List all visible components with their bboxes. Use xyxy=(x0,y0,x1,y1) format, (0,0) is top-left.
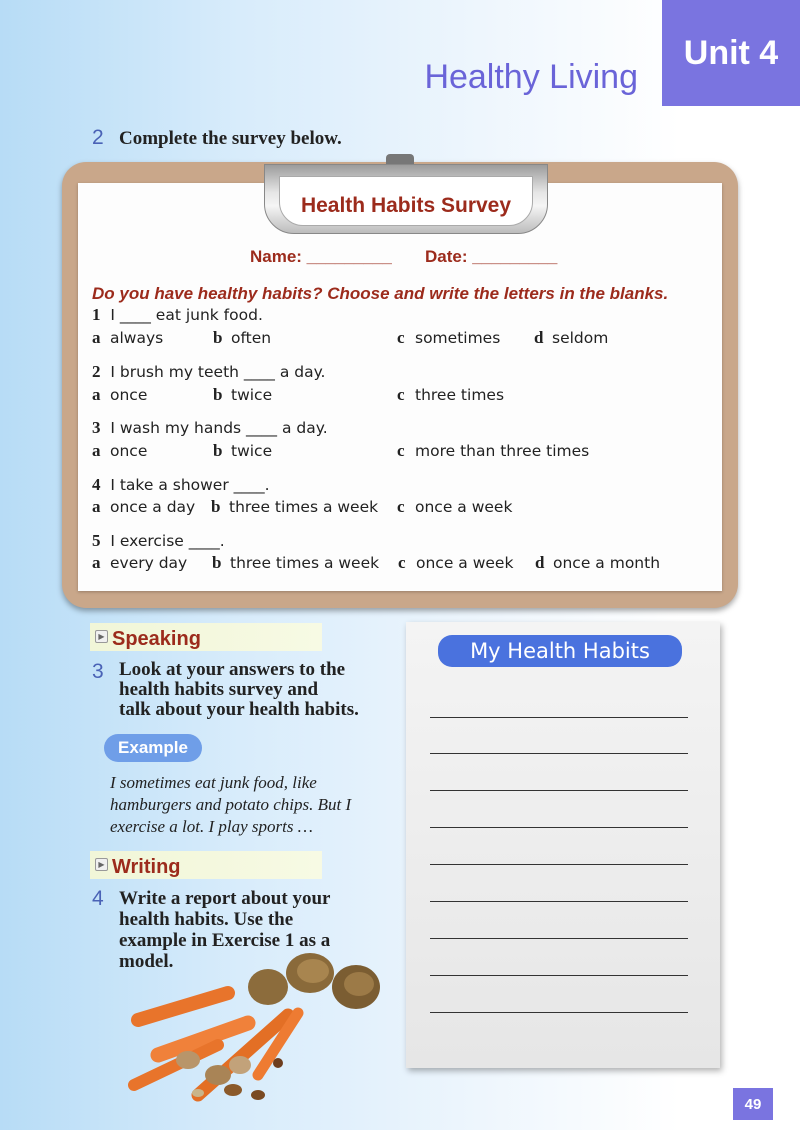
exercise-3-instruction: Look at your answers to the health habits survey and talk about your health habits. xyxy=(119,659,359,720)
option-1d[interactable]: d seldom xyxy=(534,328,609,347)
name-field[interactable]: Name: _________ xyxy=(250,247,392,266)
option-3b[interactable]: b twice xyxy=(213,441,273,460)
option-3c[interactable]: c more than three times xyxy=(397,441,590,460)
notepad-title: My Health Habits xyxy=(438,635,682,667)
option-4b[interactable]: b three times a week xyxy=(211,497,379,516)
question-1 xyxy=(92,305,263,325)
question-number: 1 xyxy=(92,305,101,324)
option-4a[interactable]: a once a day xyxy=(92,497,196,516)
question-number: 4 xyxy=(92,475,101,494)
question-2 xyxy=(92,362,325,382)
question-text[interactable]: I wash my hands ____ a day. xyxy=(110,419,328,437)
food-illustration xyxy=(128,945,400,1105)
option-2c[interactable]: c three times xyxy=(397,385,505,404)
option-1a[interactable]: a always xyxy=(92,328,164,347)
exercise-2-instruction: Complete the survey below. xyxy=(119,128,342,149)
exercise-2-number: 2 xyxy=(92,126,104,149)
example-badge: Example xyxy=(104,734,202,762)
example-text: I sometimes eat junk food, like hamburgers and potato chips. But I exercise a lot. I play sports … xyxy=(110,773,352,836)
question-5 xyxy=(92,531,225,551)
kiwi-icon xyxy=(248,953,380,1009)
question-text[interactable]: I brush my teeth ____ a day. xyxy=(110,363,326,381)
writing-line[interactable] xyxy=(430,901,688,902)
option-1b[interactable]: b often xyxy=(213,328,272,347)
question-text[interactable]: I take a shower ____. xyxy=(110,476,270,494)
survey-instruction: Do you have healthy habits? Choose and write the letters in the blanks. xyxy=(92,284,669,303)
writing-line[interactable] xyxy=(430,1012,688,1013)
writing-line[interactable] xyxy=(430,827,688,828)
exercise-3-number: 3 xyxy=(92,660,104,683)
option-2a[interactable]: a once xyxy=(92,385,148,404)
option-5d[interactable]: d once a month xyxy=(535,553,661,572)
play-bullet-icon: ▶ xyxy=(95,630,108,643)
speaking-heading: Speaking xyxy=(112,628,201,650)
date-field[interactable]: Date: _________ xyxy=(425,247,558,266)
option-2b[interactable]: b twice xyxy=(213,385,273,404)
play-bullet-icon: ▶ xyxy=(95,858,108,871)
notepad xyxy=(406,622,720,1068)
writing-line[interactable] xyxy=(430,975,688,976)
option-3a[interactable]: a once xyxy=(92,441,148,460)
option-5b[interactable]: b three times a week xyxy=(212,553,380,572)
exercise-4-number: 4 xyxy=(92,887,104,910)
writing-line[interactable] xyxy=(430,864,688,865)
question-number: 5 xyxy=(92,531,101,550)
option-5c[interactable]: c once a week xyxy=(398,553,514,572)
writing-line[interactable] xyxy=(430,717,688,718)
question-text[interactable]: I ____ eat junk food. xyxy=(110,306,263,324)
page-title: Healthy Living xyxy=(424,58,638,96)
question-text[interactable]: I exercise ____. xyxy=(110,532,225,550)
page-number: 49 xyxy=(733,1088,773,1120)
writing-line[interactable] xyxy=(430,753,688,754)
survey-title: Health Habits Survey xyxy=(300,194,512,217)
writing-line[interactable] xyxy=(430,938,688,939)
unit-label: Unit 4 xyxy=(662,0,800,106)
question-4 xyxy=(92,475,270,495)
question-number: 3 xyxy=(92,418,101,437)
writing-line[interactable] xyxy=(430,790,688,791)
writing-heading: Writing xyxy=(112,856,181,878)
option-5a[interactable]: a every day xyxy=(92,553,188,572)
exercise-4-instruction: Write a report about your health habits. Use the example in Exercise 1 as a model. xyxy=(119,888,331,972)
option-4c[interactable]: c once a week xyxy=(397,497,513,516)
question-number: 2 xyxy=(92,362,101,381)
question-3 xyxy=(92,418,328,438)
option-1c[interactable]: c sometimes xyxy=(397,328,501,347)
